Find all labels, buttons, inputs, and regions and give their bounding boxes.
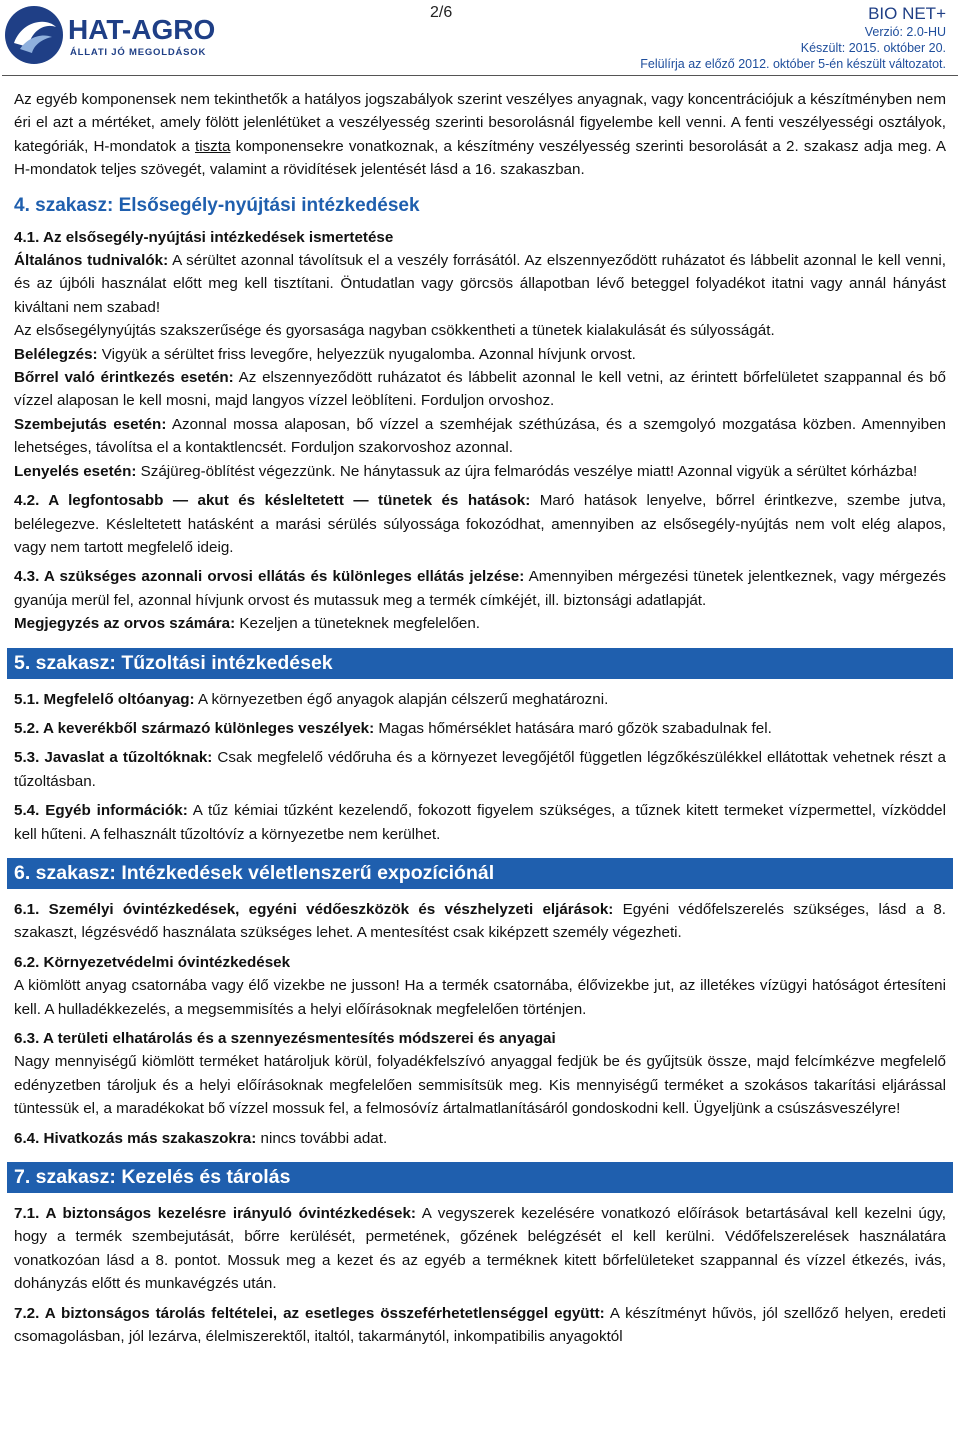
document-body (14, 88, 946, 1348)
s63-paragraph: Nagy mennyiségű kiömlött terméket határoljuk körül, folyadékfelszívó anyaggal fedjük be és gyűjtsük össze, majd felcímkézve megfelelő edényzetben tároljuk és a helyi előírásoknak megfelelően semmisítsük meg. Kis mennyiségű terméket a szokásos takarítási eljárással tüntessük el, a maradékokat bő vízzel mossuk fel, a felmosóvíz ártalmatlanításáról gondoskodni kell. Ügyeljünk a csúszásveszélyre! (14, 1053, 946, 1118)
s53-paragraph: 5.3. Javaslat a tűzoltóknak: Csak megfelelő védőruha és a környezet levegőjétől független légzőkészülékkel ellátottak vehetnek részt a tűzoltásban. (14, 749, 946, 790)
intro-paragraph: Az egyéb komponensek nem tekinthetők a hatályos jogszabályok szerint veszélyes anyagnak, vagy koncentrációjuk a készítményben nem éri el azt a mértéket, amely fölött jelenlétüket a veszélyesség szerinti besorolásnál figyelembe kell venni. A fenti veszélyességi osztályok, kategóriák, H-mondatok a tiszta komponensekre vonatkoznak, a készítmény veszélyesség szerinti besorolását a 2. szakasz adja meg. A H-mondatok teljes szövegét, valamint a rövidítések jelentését lásd a 16. szakaszban. (14, 91, 947, 179)
s42-paragraph: 4.2. A legfontosabb — akut és késleltetett — tünetek és hatások: Maró hatások lenyelve, bőrrel érintkezve, szembe jutva, belélegezve. Késleltetett hatásként a marási sérülés súlyossága fokozódhat, amennyiben az elsősegély-nyújtás nem volt elég alapos, vagy nem tartott megfelelő ideig. (14, 492, 946, 556)
product-name: BIO NET+ (868, 4, 946, 23)
s64-paragraph: 6.4. Hivatkozás más szakaszokra: nincs további adat. (14, 1129, 388, 1147)
version-text: Verzió: 2.0-HU (864, 25, 946, 39)
s41-eye: Szembejutás esetén: Azonnal mossa alaposan, bő vízzel a szemhéjak széthúzása, és a szemgolyó mozgatása közben. Amennyiben lehetséges, távolítsa el a kontaktlencsét. Forduljon szakorvoshoz azonnal. (14, 415, 946, 457)
logo-name: HAT-AGRO (68, 14, 216, 45)
header-divider (2, 75, 958, 76)
s52-paragraph: 5.2. A keverékből származó különleges veszélyek: Magas hőmérséklet hatására maró gőzök szabadulnak fel. (14, 719, 772, 737)
s43-paragraph: 4.3. A szükséges azonnali orvosi ellátás és különleges ellátás jelzése: Amennyiben mérgezési tünetek jelentkeznek, vagy mérgezés gyanúja merül fel, azonnal hívjunk orvost és mutassuk meg a termék címkéjét, ill. biztonsági adatlapját. (14, 568, 947, 609)
s41-general: Általános tudnivalók: A sérültet azonnal távolítsuk el a veszély forrásától. Az elszennyeződött ruházatot és lábbelit azonnal le kell venni, és az újbóli használat előtt meg kell tisztítani. Öntudatlan vagy görcsös állapotban lévő beteggel folyadékot itatni vagy annál hányást kiváltani nem szabad! (14, 252, 946, 316)
section-7-title: 7. szakasz: Kezelés és tárolás (7, 1162, 953, 1193)
page-number: 2/6 (430, 4, 453, 21)
s41-inhalation: Belélegzés: Vigyük a sérültet friss levegőre, helyezzük nyugalomba. Azonnal hívjunk orvost. (14, 345, 636, 363)
page-header (0, 0, 960, 76)
s61-paragraph: 6.1. Személyi óvintézkedések, egyéni védőeszközök és vészhelyzeti eljárások: Egyéni védőfelszerelés szükséges, lásd a 8. szakaszt, légzésvédő használata szükséges lehet. A mentesítést csak kiképzett személy végezheti. (14, 900, 946, 942)
s54-paragraph: 5.4. Egyéb információk: A tűz kémiai tűzként kezelendő, fokozott figyelem szükséges, a tűznek kitett termeket vízpermettel, vízköddel kell hűteni. A felhasznált tűzoltóvíz a környezetbe nem kerülhet. (14, 802, 946, 843)
s51-paragraph: 5.1. Megfelelő oltóanyag: A környezetben égő anyagok alapján célszerű meghatározni. (14, 690, 609, 708)
s62-paragraph: A kiömlött anyag csatornába vagy élő vizekbe ne jusson! Ha a termék csatornába, élővizekbe jut, az illetékes vízügyi hatóságot értesíteni kell. A hulladékkezelés, a megsemmisítés a helyi előírásoknak megfelelően történjen. (14, 977, 946, 1018)
s43-doctor-note: Megjegyzés az orvos számára: Kezeljen a tüneteknek megfelelően. (14, 615, 481, 633)
created-date: Készült: 2015. október 20. (800, 41, 946, 55)
hat-agro-logo (2, 3, 220, 67)
section-6-title: 6. szakasz: Intézkedések véletlenszerű expozíciónál (7, 858, 953, 889)
s62-title: 6.2. Környezetvédelmi óvintézkedések (14, 953, 291, 971)
s41-skin: Bőrrel való érintkezés esetén: Az elszennyeződött ruházatot és lábbelit azonnal le kell vetni, az érintett bőrfelületet szappannal és bő vízzel alaposan le kell mosni, majd langyos vízzel leöblíteni. Forduljon orvoshoz. (14, 369, 946, 410)
s71-paragraph: 7.1. A biztonságos kezelésre irányuló óvintézkedések: A vegyszerek kezelésére vonatkozó előírások betartásával kell kezelni úgy, hogy a termék szembejutását, bőrre kerülését, permetének, gőzének belégzését el kell kerülni. Védőfelszerelések használatára vonatkozóan lásd a 8. pontot. Mossuk meg a kezet és az egyéb a terméknek kitett bőrfelületeket szappannal és vízzel étkezés, ivás, dohányzás előtt és munkavégzés után. (14, 1205, 946, 1293)
s63-title: 6.3. A területi elhatárolás és a szennyezésmentesítés módszerei és anyagai (14, 1030, 556, 1047)
section-5-title: 5. szakasz: Tűzoltási intézkedések (7, 648, 953, 679)
header-meta (640, 4, 946, 72)
section-4-title: 4. szakasz: Elsősegély-nyújtási intézkedések (14, 194, 420, 216)
s72-paragraph: 7.2. A biztonságos tárolás feltételei, az esetleges összeférhetetlenséggel együtt: A készítményt hűvös, jól szellőző helyen, eredeti csomagolásban, jól lezárva, élelmiszerektől, italtól, takarmánytól, inkompatibilis anyagoktól (14, 1304, 946, 1346)
logo-tagline: ÁLLATI JÓ MEGOLDÁSOK (70, 47, 207, 58)
supersedes-text: Felülírja az előző 2012. október 5-én készült változatot. (640, 57, 946, 71)
s41-speed: Az elsősegélynyújtás szakszerűsége és gyorsasága nagyban csökkentheti a tünetek kialakulását és súlyosságát. (14, 322, 775, 340)
s41-title: 4.1. Az elsősegély-nyújtási intézkedések ismertetése (14, 228, 394, 246)
s41-swallow: Lenyelés esetén: Szájüreg-öblítést végezzünk. Ne hánytassuk az újra felmaródás veszélye miatt! Azonnal vigyük a sérültet kórházba! (14, 462, 918, 480)
